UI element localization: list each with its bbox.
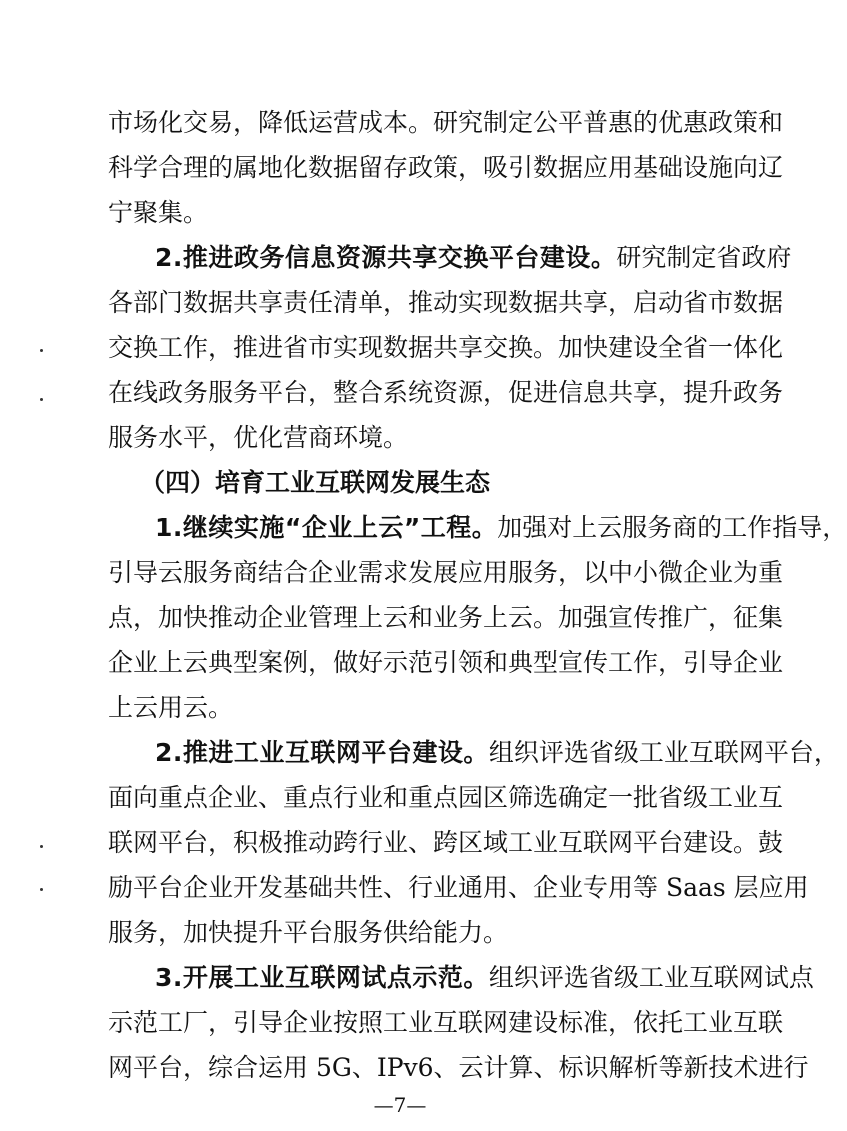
- paragraph-3-line-1: [155, 508, 847, 548]
- paragraph-1-line-2: 科学合理的属地化数据留存政策，吸引数据应用基础设施向辽: [108, 153, 784, 182]
- paragraph-4-heading: 2.推进工业互联网平台建设。: [155, 738, 489, 767]
- scan-speck: [40, 888, 43, 891]
- paragraph-3-line-1-text: 加强对上云服务商的工作指导，: [497, 513, 847, 542]
- paragraph-5-line-1: [155, 958, 814, 998]
- paragraph-5-line-2: 示范工厂，引导企业按照工业互联网建设标准，依托工业互联: [108, 1008, 784, 1037]
- paragraph-2-heading: 2.推进政务信息资源共享交换平台建设。: [155, 243, 617, 272]
- paragraph-3-line-2: 引导云服务商结合企业需求发展应用服务，以中小微企业为重: [108, 558, 784, 587]
- paragraph-1-line-1: 市场化交易，降低运营成本。研究制定公平普惠的优惠政策和: [108, 108, 784, 137]
- paragraph-2-line-1-text: 研究制定省政府: [616, 243, 792, 272]
- paragraph-4-line-5: 服务，加快提升平台服务供给能力。: [108, 918, 509, 947]
- paragraph-4-line-3: 联网平台，积极推动跨行业、跨区域工业互联网平台建设。鼓: [108, 828, 784, 857]
- paragraph-2-line-3: 交换工作，推进省市实现数据共享交换。加快建设全省一体化: [108, 333, 784, 362]
- paragraph-2-line-5: 服务水平，优化营商环境。: [108, 423, 409, 452]
- paragraph-2-line-2: 各部门数据共享责任清单，推动实现数据共享，启动省市数据: [108, 288, 784, 317]
- paragraph-3-line-5: 上云用云。: [108, 693, 234, 722]
- paragraph-5-heading: 3.开展工业互联网试点示范。: [155, 963, 489, 992]
- paragraph-5-line-3: 网平台，综合运用 5G、IPv6、云计算、标识解析等新技术进行: [108, 1053, 809, 1082]
- section-heading: （四）培育工业互联网发展生态: [140, 468, 491, 497]
- paragraph-3-heading: 1.继续实施“企业上云”工程。: [155, 513, 498, 542]
- paragraph-3-line-3: 点，加快推动企业管理上云和业务上云。加强宣传推广，征集: [108, 603, 784, 632]
- paragraph-2-line-4: 在线政务服务平台，整合系统资源，促进信息共享，提升政务: [108, 378, 784, 407]
- paragraph-4-line-1: [155, 733, 839, 773]
- paragraph-4-line-2: 面向重点企业、重点行业和重点园区筛选确定一批省级工业互: [108, 783, 784, 812]
- paragraph-4-line-4: 励平台企业开发基础共性、行业通用、企业专用等 Saas 层应用: [108, 873, 809, 902]
- paragraph-4-line-1-text: 组织评选省级工业互联网平台，: [488, 738, 839, 767]
- paragraph-2-line-1: [155, 238, 792, 278]
- paragraph-3-line-4: 企业上云典型案例，做好示范引领和典型宣传工作，引导企业: [108, 648, 784, 677]
- paragraph-5-line-1-text: 组织评选省级工业互联网试点: [488, 963, 814, 992]
- scan-speck: [40, 845, 43, 848]
- scan-speck: [40, 349, 43, 352]
- paragraph-1-line-3: 宁聚集。: [108, 198, 209, 227]
- page-number: —7—: [373, 1093, 427, 1117]
- scan-speck: [40, 398, 43, 401]
